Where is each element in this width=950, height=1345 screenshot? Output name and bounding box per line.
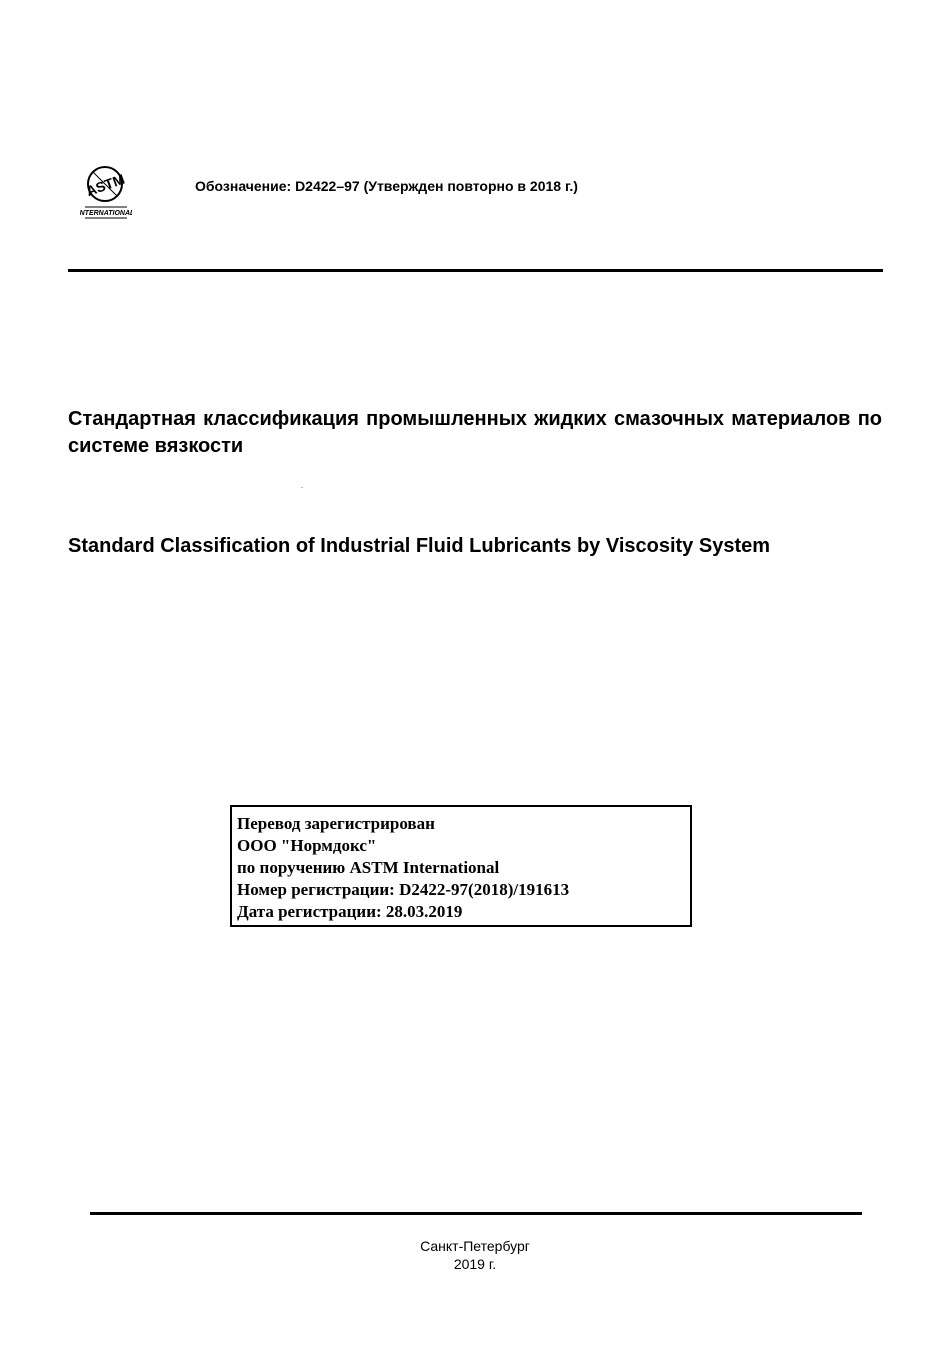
registration-line-commission: по поручению ASTM International [237, 858, 500, 877]
astm-logo-icon [80, 162, 132, 222]
title-english: Standard Classification of Industrial Fluid Lubricants by Viscosity System [68, 535, 771, 557]
top-divider [68, 269, 883, 272]
astm-logo-graphic [80, 162, 132, 222]
footer-year: 2019 г. [453, 1256, 497, 1272]
registration-line-translation: Перевод зарегистрирован [237, 814, 435, 833]
footer-city: Санкт-Петербург [420, 1238, 530, 1254]
document-designation: Обозначение: D2422–97 (Утвержден повторно в 2018 г.) [195, 178, 578, 194]
registration-line-date: Дата регистрации: 28.03.2019 [237, 902, 463, 921]
registration-line-number: Номер регистрации: D2422-97(2018)/191613 [237, 880, 570, 899]
footer [0, 1237, 950, 1273]
scan-artifact [301, 487, 303, 488]
bottom-divider [90, 1212, 862, 1215]
logo-text-top: ASTM [83, 170, 127, 200]
registration-box [230, 805, 692, 927]
title-russian: Стандартная классификация промышленных жидких смазочных материалов по системе вязкости [68, 408, 882, 457]
logo-text-bottom: INTERNATIONAL [80, 210, 132, 217]
registration-line-company: ООО "Нормдокс" [237, 836, 377, 855]
